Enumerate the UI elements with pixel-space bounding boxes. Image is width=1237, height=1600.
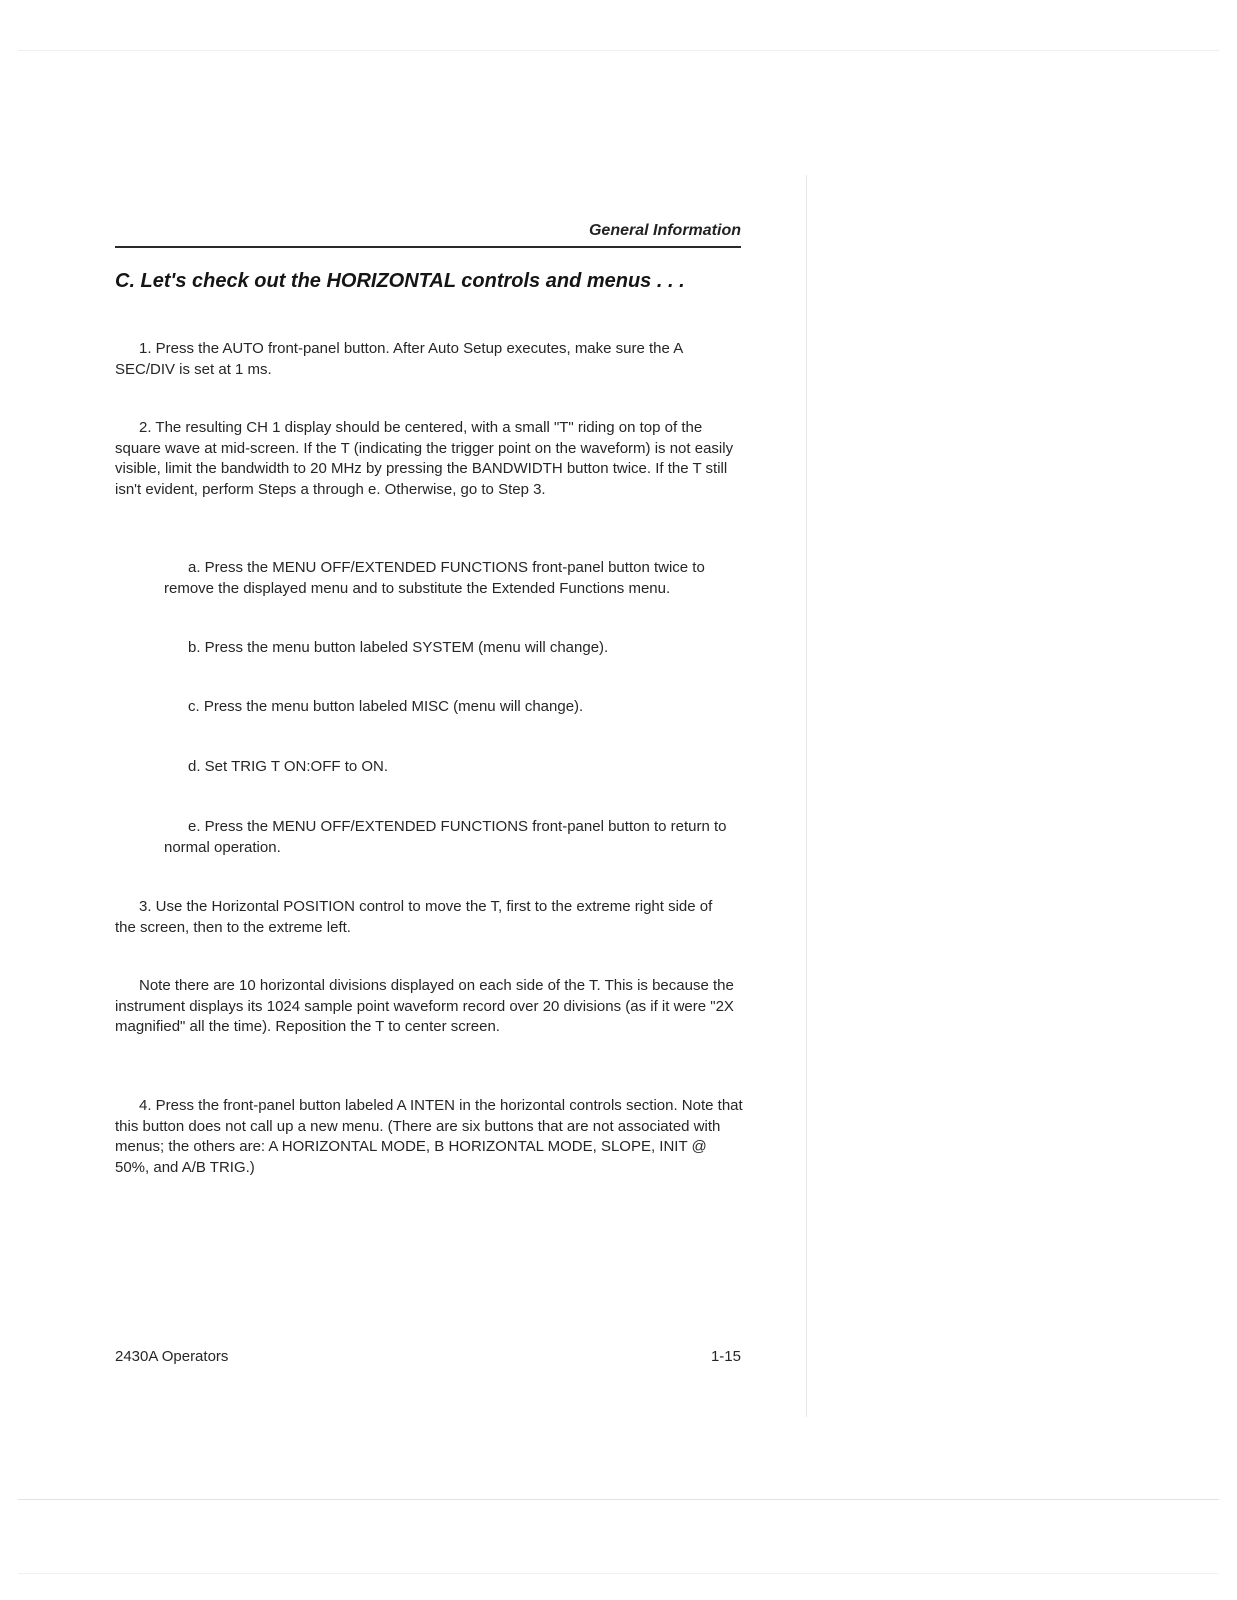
- footer-page-number: 1-15: [710, 1348, 741, 1365]
- step-1-paragraph: [115, 339, 735, 380]
- substep-e-paragraph: [164, 817, 744, 858]
- substep-b-text: b. Press the menu button labeled SYSTEM (menu will change).: [188, 639, 609, 656]
- header-rule: [115, 246, 741, 248]
- scan-artifact-bottom-line-2: [18, 1573, 1219, 1574]
- step-3-paragraph: [115, 897, 735, 938]
- substep-d-paragraph: [164, 757, 744, 778]
- substep-c-text: c. Press the menu button labeled MISC (menu will change).: [188, 698, 584, 715]
- substep-c-paragraph: [164, 697, 744, 718]
- step-3-text: 3. Use the Horizontal POSITION control to move the T, first to the extreme right side of the screen, then to the extreme left.: [115, 898, 713, 936]
- running-header-title: General Information: [588, 222, 741, 239]
- substep-a-text: a. Press the MENU OFF/EXTENDED FUNCTIONS front-panel button twice to remove the displayed menu and to substitute the Extended Functions menu.: [164, 559, 705, 597]
- substep-b-paragraph: [164, 638, 744, 659]
- substep-a-paragraph: [164, 558, 744, 599]
- step-4-paragraph: [115, 1096, 745, 1178]
- section-heading: C. Let's check out the HORIZONTAL controls and menus . . .: [115, 270, 685, 292]
- step-2-paragraph: [115, 418, 735, 500]
- step-2-text: 2. The resulting CH 1 display should be centered, with a small "T" riding on top of the square wave at mid-screen. If the T (indicating the trigger point on the waveform) is not easily visible, limit the bandwidth to 20 MHz by pressing the BANDWIDTH button twice. If the T still isn't evident, perform Steps a through e. Otherwise, go to Step 3.: [115, 419, 734, 498]
- scan-artifact-top-line: [18, 50, 1219, 51]
- note-paragraph: [115, 976, 735, 1038]
- scan-artifact-bottom-line: [18, 1499, 1219, 1500]
- substep-e-text: e. Press the MENU OFF/EXTENDED FUNCTIONS front-panel button to return to normal operation.: [164, 818, 727, 856]
- footer-manual-title: 2430A Operators: [115, 1348, 229, 1365]
- step-4-text: 4. Press the front-panel button labeled A INTEN in the horizontal controls section. Note that this button does not call up a new menu. (There are six buttons that are not associated with menus; the others are: A HORIZONTAL MODE, B HORIZONTAL MODE, SLOPE, INIT @ 50%, and A/B TRIG.): [115, 1097, 743, 1176]
- note-text: Note there are 10 horizontal divisions displayed on each side of the T. This is because the instrument displays its 1024 sample point waveform record over 20 divisions (as if it were "2X magnified" all the time). Reposition the T to center screen.: [115, 977, 734, 1035]
- scan-margin-rule: [806, 175, 807, 1417]
- step-1-text: 1. Press the AUTO front-panel button. After Auto Setup executes, make sure the A SEC/DIV is set at 1 ms.: [115, 340, 683, 378]
- substep-d-text: d. Set TRIG T ON:OFF to ON.: [188, 758, 389, 775]
